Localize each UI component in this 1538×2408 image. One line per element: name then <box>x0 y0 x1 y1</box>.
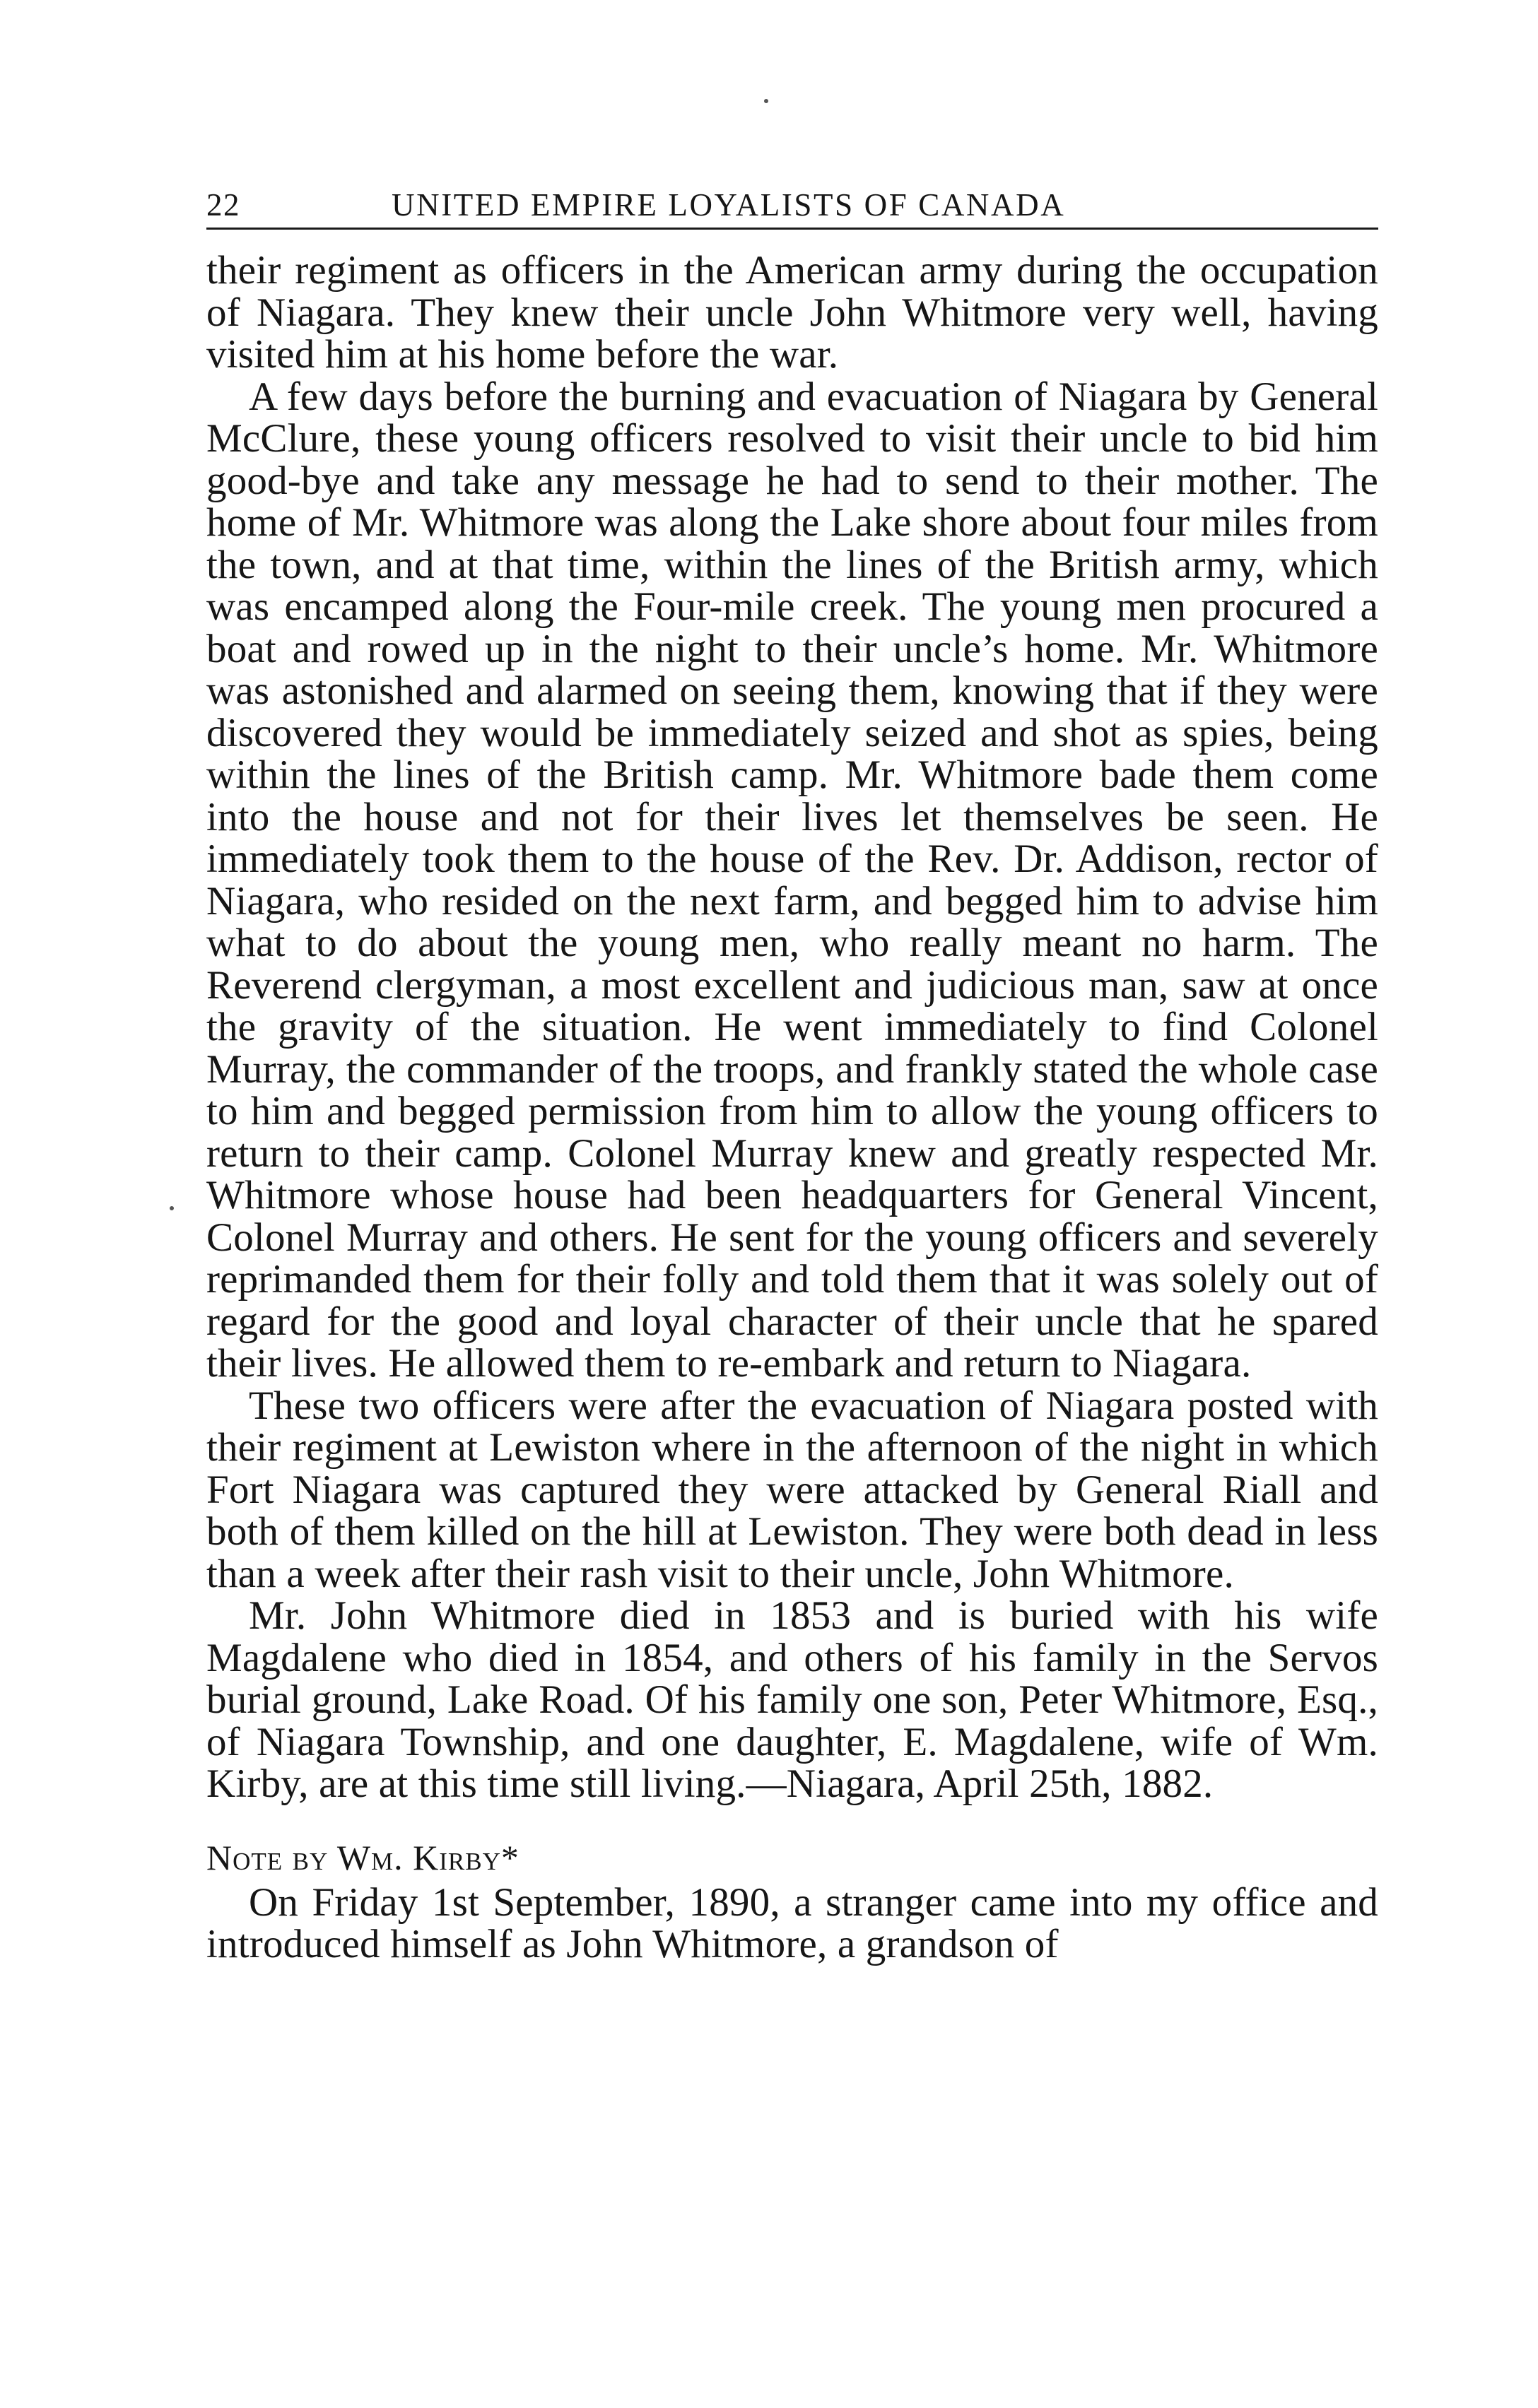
note-paragraph: On Friday 1st September, 1890, a stranger came into my office and introduced himself as John Whitmore, a grandson of <box>206 1879 1378 1966</box>
note-heading: Note by Wm. Kirby* <box>206 1837 519 1877</box>
speck-mark-top <box>764 99 768 103</box>
book-page <box>206 185 1378 1966</box>
paragraph-continuation: their regiment as officers in the American army during the occupation of Niagara. They knew their uncle John Whitmore very well, having visited him at his home before the war. <box>206 248 1378 377</box>
body-text <box>206 249 1378 1966</box>
paragraph-lewiston: These two officers were after the evacuation of Niagara posted with their regiment at Lewiston where in the afternoon of the night in which Fort Niagara was captured they were attacked by General Riall and both of them killed on the hill at Lewiston. They were both dead in less than a week after their rash visit to their uncle, John Whitmore. <box>206 1383 1378 1596</box>
running-title: UNITED EMPIRE LOYALISTS OF CANADA <box>392 187 1066 223</box>
page-number: 22 <box>206 187 240 223</box>
paragraph-death: Mr. John Whitmore died in 1853 and is buried with his wife Magdalene who died in 1854, and others of his family in the Servos burial ground, Lake Road. Of his family one son, Peter Whitmore, Esq., of Niagara Township, and one daughter, E. Magdalene, wife of Wm. Kirby, are at this time still living.—Niagara, April 25th, 1882. <box>206 1593 1378 1806</box>
running-header <box>206 185 1378 230</box>
speck-mark-left <box>170 1206 174 1210</box>
paragraph-visit: A few days before the burning and evacuation of Niagara by General McClure, these young officers resolved to visit their uncle to bid him good-bye and take any message he had to send to their mother. The home of Mr. Whitmore was along the Lake shore about four miles from the town, and at that time, within the lines of the British army, which was encamped along the Four-mile creek. The young men procured a boat and rowed up in the night to their uncle’s home. Mr. Whitmore was astonished and alarmed on seeing them, knowing that if they were discovered they would be immediately seized and shot as spies, being within the lines of the British camp. Mr. Whitmore bade them come into the house and not for their lives let themselves be seen. He immediately took them to the house of the Rev. Dr. Addison, rector of Niagara, who resided on the next farm, and begged him to advise him what to do about the young men, who really meant no harm. The Reverend clergyman, a most excellent and judicious man, saw at once the gravity of the situation. He went immediately to find Colonel Murray, the commander of the troops, and frankly stated the whole case to him and begged permission from him to allow the young officers to return to their camp. Colonel Murray knew and greatly respected Mr. Whitmore whose house had been headquarters for General Vincent, Colonel Murray and others. He sent for the young officers and severely reprimanded them for their folly and told them that it was solely out of regard for the good and loyal character of their uncle that he spared their lives. He allowed them to re-embark and return to Niagara. <box>206 374 1378 1386</box>
